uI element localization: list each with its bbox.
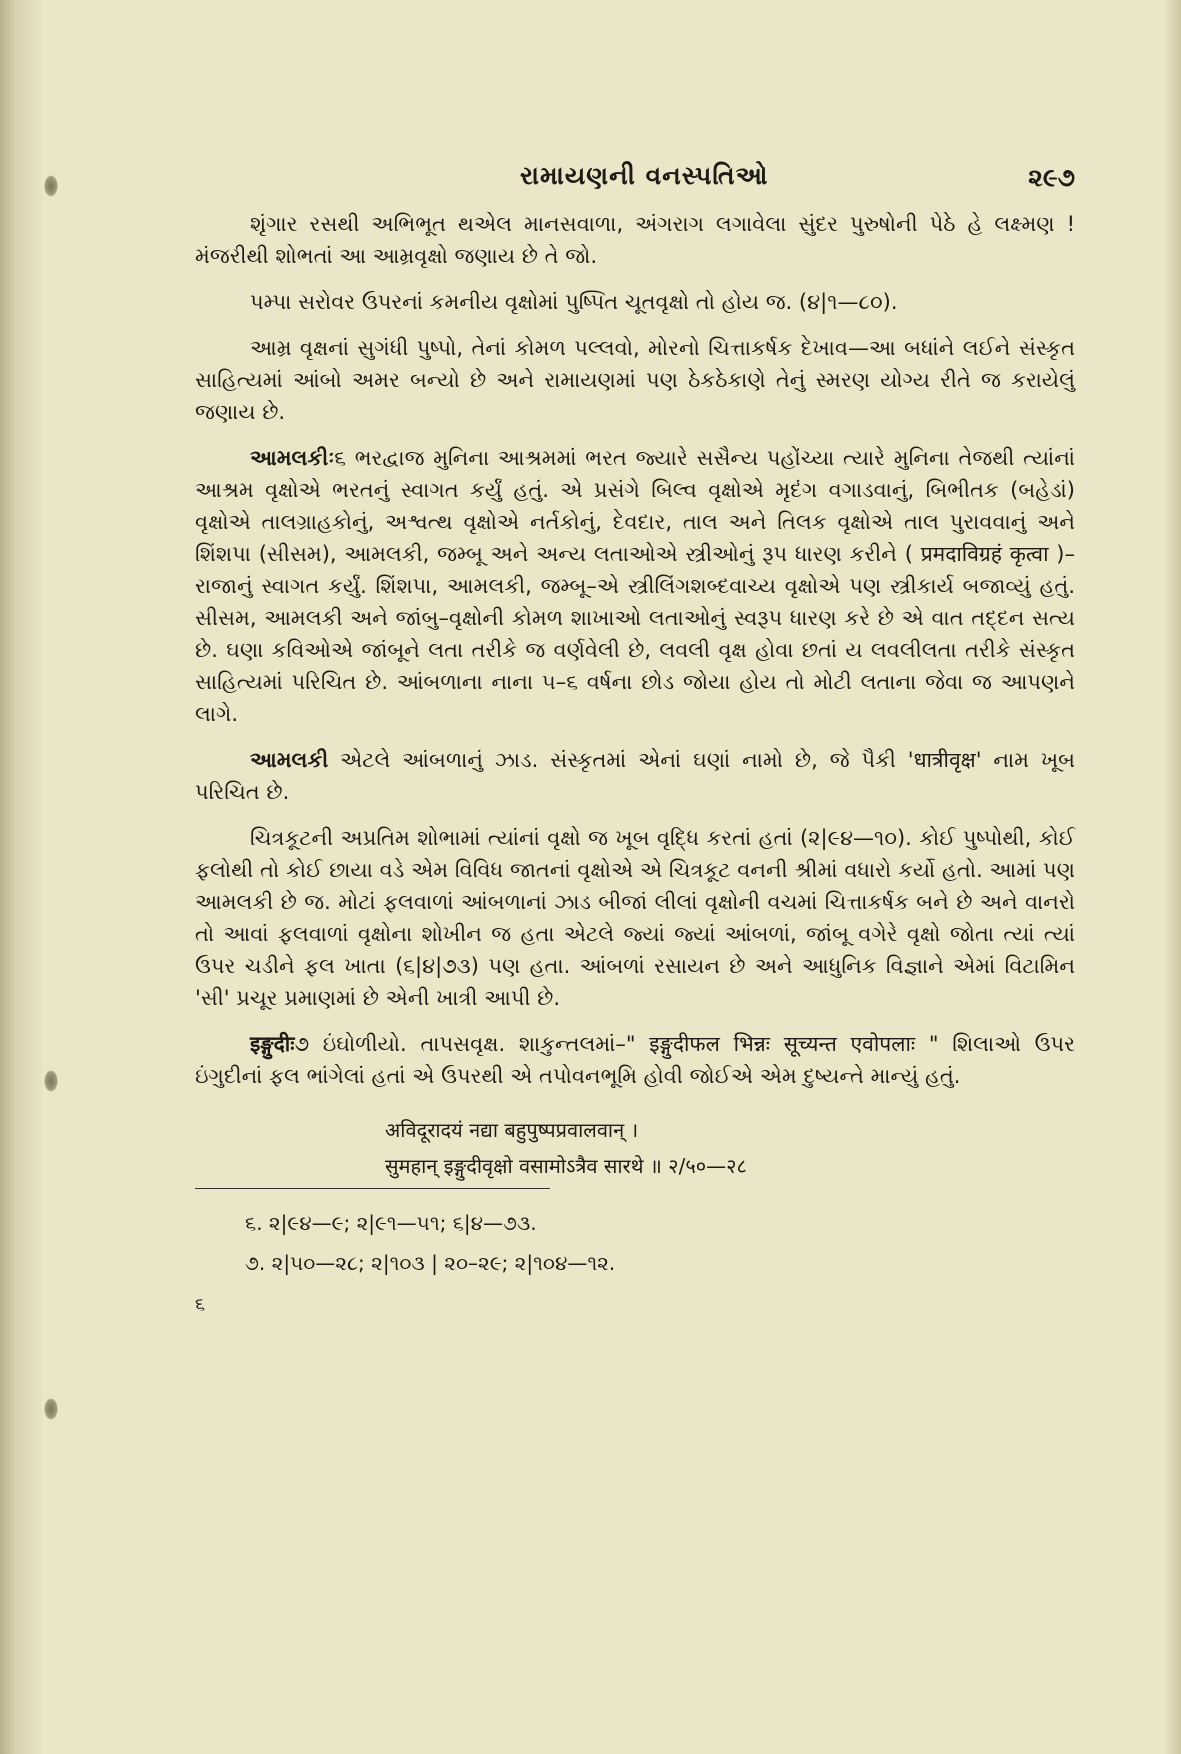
binding-hole [44, 175, 58, 197]
paragraph [195, 332, 1075, 428]
paragraph [195, 208, 1075, 272]
entry-heading: આમલકીઃ [250, 446, 335, 470]
signature-mark: ૬ [195, 1294, 206, 1315]
paragraph [195, 286, 1075, 318]
sanskrit-verse [385, 1112, 1075, 1184]
paragraph-text: ૬ ભરદ્વાજ મુનિના આશ્રમમાં ભરત જ્યારે સસૈન્ય પહોંચ્યા ત્યારે મુનિના તેજથી ત્યાંનાં આશ્રમ વૃક્ષોએ ભરતનું સ્વાગત કર્યું હતું. એ પ્રસંગે બિલ્વ વૃક્ષોએ મૃદંગ વગાડવાનું, બિભીતક (બહેડાં) વૃક્ષોએ તાલગ્રાહકોનું, અશ્વત્થ વૃક્ષોએ નર્તકોનું, દેવદાર, તાલ અને તિલક વૃક્ષોએ તાલ પુરાવવાનું અને શિંશપા (સીસમ), આમલકી, જમ્બૂ અને અન્ય લતાઓએ સ્ત્રીઓનું રૂપ ધારણ કરીને ( प्रमदाविग्रहं कृत्वा )–રાજાનું સ્વાગત કર્યું. શિંશપા, આમલકી, જમ્બૂ–એ સ્ત્રીલિંગશબ્દવાચ્ય વૃક્ષોએ પણ સ્ત્રીકાર્ય બજાવ્યું હતું. સીસમ, આમલકી અને જાંબુ–વૃક્ષોની કોમળ શાખાઓ લતાઓનું સ્વરૂપ ધારણ કરે છે એ વાત તદ્દન સત્ય છે. ઘણા કવિઓએ જાંબૂને લતા તરીકે જ વર્ણવેલી છે, લવલી વૃક્ષ હોવા છતાં ય લવલીલતા તરીકે સંસ્કૃત સાહિત્યમાં પરિચિત છે. આંબળાના નાના ૫–૬ વર્ષના છોડ જોયા હોય તો મોટી લતાના જેવા જ આપણને લાગે. [195, 446, 1075, 726]
footnote: ૬. ૨|૯૪—૯; ૨|૯૧—૫૧; ૬|૪—૭૩. [245, 1211, 537, 1235]
paragraph-text: આમ્ર વૃક્ષનાં સુગંધી પુષ્પો, તેનાં કોમળ પલ્લવો, મોરનો ચિત્તાકર્ષક દેખાવ—આ બધાંને લઈને સંસ્કૃત સાહિત્યમાં આંબો અમર બન્યો છે અને રામાયણમાં પણ ઠેકઠેકાણે તેનું સ્મરણ યોગ્ય રીતે જ કરાયેલું જણાય છે. [195, 336, 1075, 424]
paragraph-text: ૭ ઇંઘોળીયો. તાપસવૃક્ષ. શાકુન્તલમાં–" इङ्गुदीफल भिन्नः सूच्यन्त एवोपलाः " શિલાઓ ઉપર ઇંગુદીનાં ફલ ભાંગેલાં હતાં એ ઉપરથી એ તપોવનભૂમિ હોવી જોઈએ એમ દુષ્યન્તે માન્યું હતું. [195, 1032, 1075, 1088]
paragraph [195, 822, 1075, 1014]
paragraph-text: શૃંગાર રસથી અભિભૂત થએલ માનસવાળા, અંગરાગ લગાવેલા સુંદર પુરુષોની પેઠે હે લક્ષ્મણ ! મંજરીથી શોભતાં આ આમ્રવૃક્ષો જણાય છે તે જો. [195, 212, 1075, 268]
entry-heading: આમલકી [250, 748, 329, 772]
footnote: ૭. ૨|૫૦—૨૮; ૨|૧૦૩ | ૨૦–૨૯; ૨|૧૦૪—૧૨. [245, 1251, 616, 1275]
footnote-divider [195, 1188, 550, 1189]
text-column [195, 160, 1075, 1321]
paragraph [195, 1028, 1075, 1092]
verse-line: सुमहान् इङ्गुदीवृक्षो वसामोऽत्रैव सारथे ॥ २/५०—२८ [385, 1154, 747, 1178]
paragraph [195, 744, 1075, 808]
page-number: ૨૯૭ [1028, 163, 1075, 192]
verse-line: अविदूरादयं नद्या बहुपुष्पप्रवालवान् । [385, 1118, 639, 1142]
paragraph-text: ચિત્રકૂટની અપ્રતિમ શોભામાં ત્યાંનાં વૃક્ષો જ ખૂબ વૃદ્ધિ કરતાં હતાં (૨|૯૪—૧૦). કોઈ પુષ્પોથી, કોઈ ફલોથી તો કોઈ છાયા વડે એમ વિવિધ જાતનાં વૃક્ષોએ એ ચિત્રકૂટ વનની શ્રીમાં વધારો કર્યો હતો. આમાં પણ આમલકી છે જ. મોટાં ફલવાળાં આંબળાનાં ઝાડ બીજાં લીલાં વૃક્ષોની વચમાં ચિત્તાકર્ષક બને છે અને વાનરો તો આવાં ફલવાળાં વૃક્ષોના શોખીન જ હતા એટલે જ્યાં જ્યાં આંબળાં, જાંબૂ વગેરે વૃક્ષો જોતા ત્યાં ત્યાં ઉપર ચડીને ફલ ખાતા (૬|૪|૭૩) પણ હતા. આંબળાં રસાયન છે અને આધુનિક વિજ્ઞાને એમાં વિટામિન 'સી' પ્રચૂર પ્રમાણમાં છે એની ખાત્રી આપી છે. [195, 826, 1075, 1010]
binding-hole [44, 1398, 58, 1420]
entry-heading: इङ्गुदीः [250, 1032, 295, 1056]
binding-hole [44, 1070, 58, 1092]
paragraph [195, 442, 1075, 730]
paragraph-text: એટલે આંબળાનું ઝાડ. સંસ્કૃતમાં એનાં ઘણાં નામો છે, જે પૈકી 'धात्रीवृक्ष' નામ ખૂબ પરિચિત છે. [195, 748, 1075, 804]
paragraph-text: પમ્પા સરોવર ઉપરનાં કમનીય વૃક્ષોમાં પુષ્પિત ચૂતવૃક્ષો તો હોય જ. (૪|૧—૮૦). [250, 290, 898, 314]
running-title: રામાયણની વનસ્પતિઓ [520, 161, 769, 190]
page-header [195, 160, 1075, 200]
